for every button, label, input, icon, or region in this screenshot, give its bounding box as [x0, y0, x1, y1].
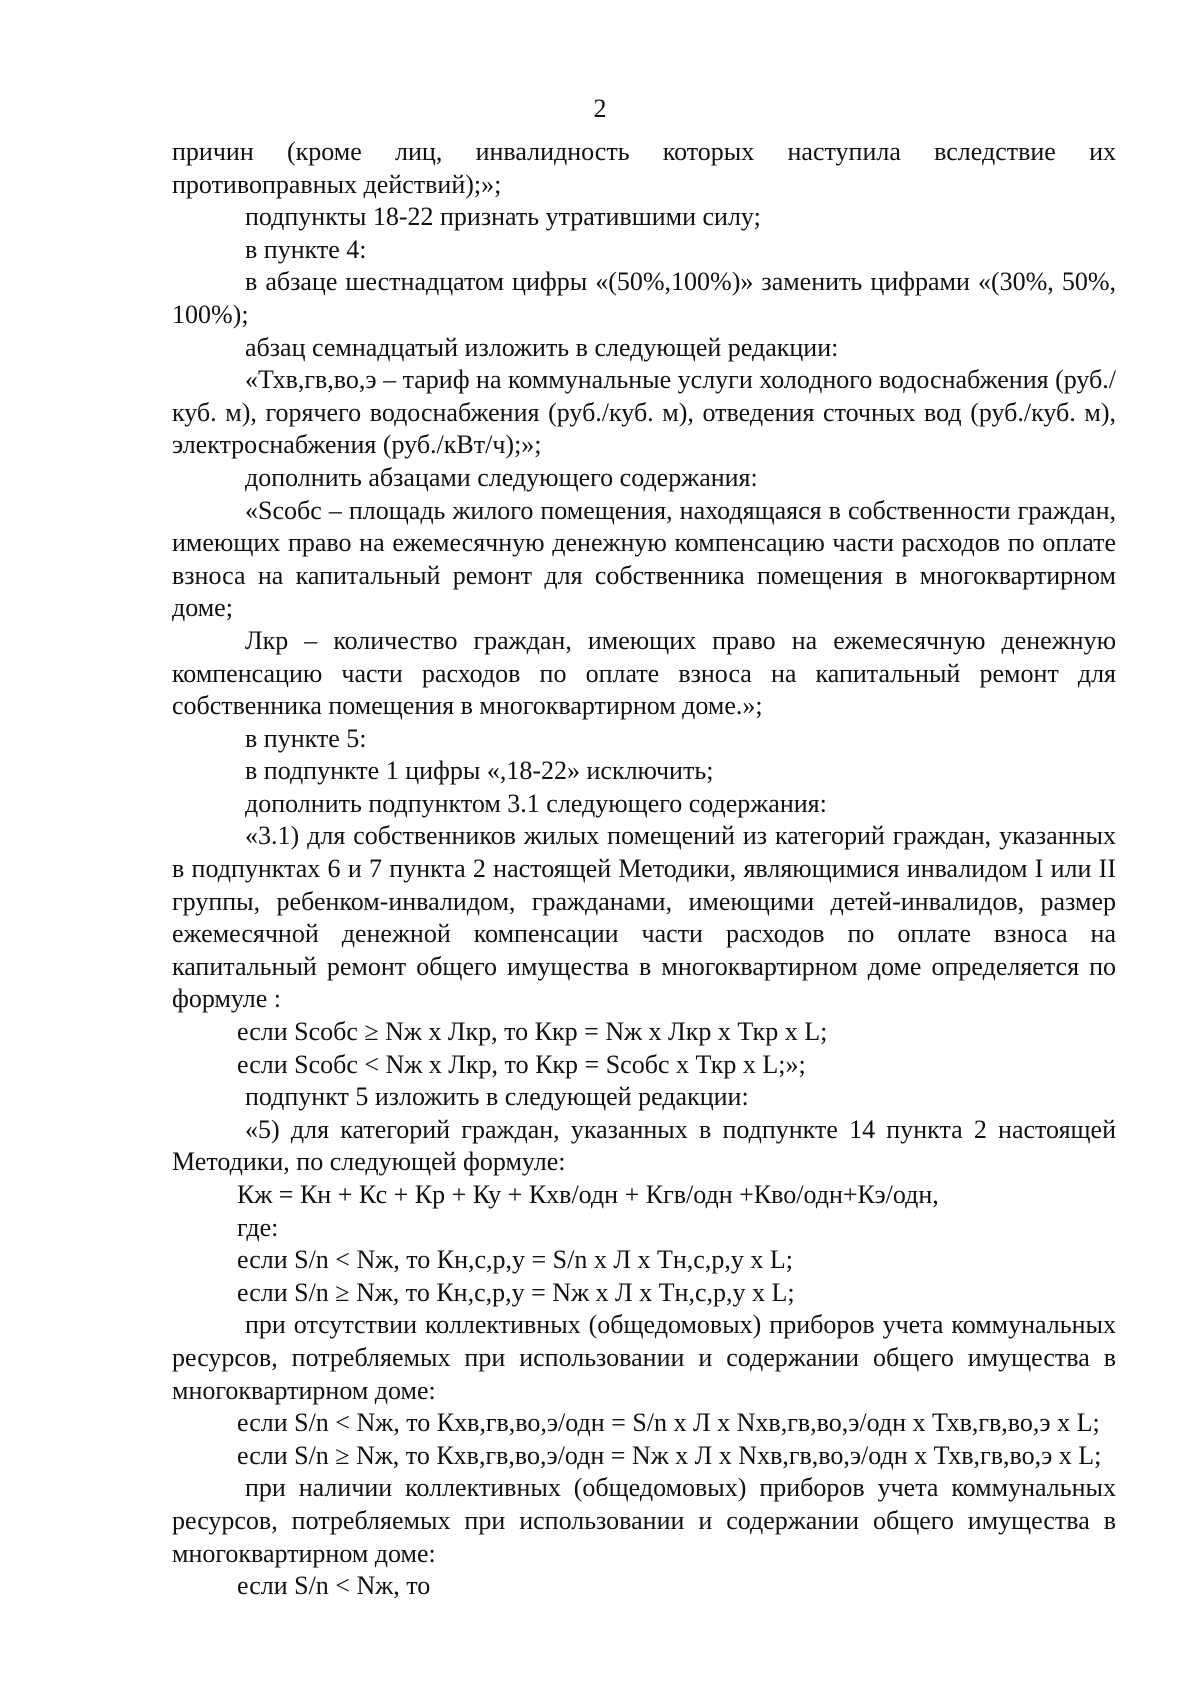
paragraph-12: дополнить подпунктом 3.1 следующего содержания:: [245, 788, 827, 818]
document-body: [172, 136, 1116, 1603]
formula-4: если S/n < Nж, то Кн,с,р,у = S/n x Л x Тн,с,р,у x L;: [237, 1245, 793, 1275]
paragraph-16: подпункт 5 изложить в следующей редакции:: [245, 1082, 749, 1112]
paragraph-25: при наличии коллективных (общедомовых) приборов учета коммунальных ресурсов, потребляемых при использовании и содержании общего имущества в многоквартирном доме:: [172, 1473, 1116, 1568]
formula-2: если Sсобс < Nж x Лкр, то Ккр = Sсобс x Ткр x L;»;: [237, 1049, 806, 1079]
formula-3: Кж = Кн + Кс + Кр + Ку + Кхв/одн + Кгв/одн +Кво/одн+Кэ/одн,: [237, 1180, 939, 1209]
paragraph-8: «Sсобс – площадь жилого помещения, находящаяся в собственности граждан, имеющих право на ежемесячную денежную компенсацию части расходов по оплате взноса на капитальный ремонт для собственника помещения в многоквартирном доме;: [172, 495, 1116, 623]
paragraph-4: в абзаце шестнадцатом цифры «(50%,100%)» заменить цифрами «(30%, 50%, 100%);: [172, 267, 1116, 329]
formula-7: если S/n ≥ Nж, то Кхв,гв,во,э/одн = Nж x Л x Nхв,гв,во,э/одн x Тхв,гв,во,э x L;: [237, 1440, 1102, 1470]
paragraph-7: дополнить абзацами следующего содержания:: [245, 462, 758, 492]
formula-6: если S/n < Nж, то Кхв,гв,во,э/одн = S/n x Л x Nхв,гв,во,э/одн x Тхв,гв,во,э x L;: [237, 1408, 1100, 1438]
paragraph-11: в подпункте 1 цифры «,18-22» исключить;: [245, 756, 714, 786]
paragraph-13: «3.1) для собственников жилых помещений из категорий граждан, указанных в подпунктах 6 и 7 пункта 2 настоящей Методики, являющимися инвалидом I или II группы, ребенком-инвалидом, гражданами, имеющими детей-инвалидов, размер ежемесячной денежной компенсации части расходов по оплате взноса на капитальный ремонт общего имущества в многоквартирном доме определяется по формуле :: [172, 821, 1116, 1014]
formula-where: где:: [237, 1212, 279, 1242]
paragraph-10: в пункте 5:: [245, 723, 367, 753]
paragraph-5: абзац семнадцатый изложить в следующей редакции:: [245, 332, 839, 362]
paragraph-3: в пункте 4:: [245, 234, 367, 264]
formula-5: если S/n ≥ Nж, то Кн,с,р,у = Nж x Л x Тн,с,р,у x L;: [237, 1277, 795, 1307]
paragraph-1: причин (кроме лиц, инвалидность которых наступила вследствие их противоправных действий);»;: [172, 137, 1116, 199]
paragraph-22: при отсутствии коллективных (общедомовых) приборов учета коммунальных ресурсов, потребляемых при использовании и содержании общего имущества в многоквартирном доме:: [172, 1310, 1116, 1405]
paragraph-17: «5) для категорий граждан, указанных в подпункте 14 пункта 2 настоящей Методики, по следующей формуле:: [172, 1114, 1116, 1177]
paragraph-2: подпункты 18-22 признать утратившими силу;: [245, 202, 761, 232]
page-number: 2: [593, 94, 607, 123]
formula-8: если S/n < Nж, то: [237, 1571, 431, 1601]
paragraph-9: Лкр – количество граждан, имеющих право на ежемесячную денежную компенсацию части расходов по оплате взноса на капитальный ремонт для собственника помещения в многоквартирном доме.»;: [172, 625, 1116, 721]
paragraph-6: «Тхв,гв,во,э – тариф на коммунальные услуги холодного водоснабжения (руб./куб. м), горячего водоснабжения (руб./куб. м), отведения сточных вод (руб./куб. м), электроснабжения (руб./кВт/ч);»;: [172, 365, 1116, 460]
formula-1: если Sсобс ≥ Nж x Лкр, то Ккр = Nж x Лкр x Ткр x L;: [237, 1017, 828, 1047]
